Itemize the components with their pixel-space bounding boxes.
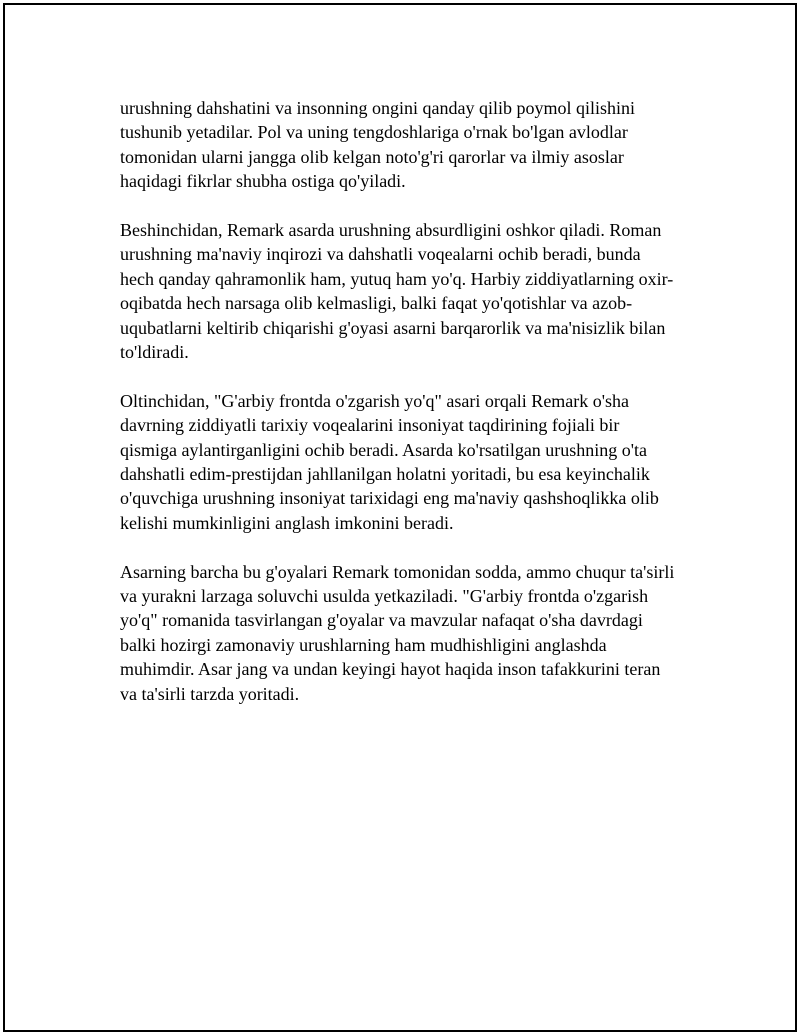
text-line: dahshatli edim-prestijdan jahllanilgan holatni yoritadi, bu esa keyinchalik: [120, 464, 650, 485]
text-line: Oltinchidan, "G'arbiy frontda o'zgarish yo'q" asari orqali Remark o'sha: [120, 390, 630, 411]
text-line: o'quvchiga urushning insoniyat tarixidagi eng ma'naviy qashshoqlikka olib: [120, 488, 659, 509]
text-line: kelishi mumkinligini anglash imkonini beradi.: [120, 512, 454, 533]
paragraph-3: [120, 389, 700, 535]
paragraph-4: [120, 560, 700, 706]
text-line: tomonidan ularni jangga olib kelgan noto'g'ri qarorlar va ilmiy asoslar: [120, 146, 624, 167]
text-line: qismiga aylantirganligini ochib beradi. Asarda ko'rsatilgan urushning o'ta: [120, 439, 648, 460]
text-line: va ta'sirli tarzda yoritadi.: [120, 683, 300, 704]
text-line: urushning dahshatini va insonning ongini qanday qilib poymol qilishini: [120, 98, 635, 118]
text-line: to'ldiradi.: [120, 342, 189, 363]
text-line: urushning ma'naviy inqirozi va dahshatli voqealarni ochib beradi, bunda: [120, 244, 641, 265]
text-line: balki hozirgi zamonaviy urushlarning ham mudhishligini anglashda: [120, 634, 607, 655]
text-line: yo'q" romanida tasvirlangan g'oyalar va mavzular nafaqat o'sha davrdagi: [120, 610, 643, 631]
text-line: uqubatlarni keltirib chiqarishi g'oyasi asarni barqarorlik va ma'nisizlik bilan: [120, 317, 666, 338]
paragraph-2: [120, 218, 700, 364]
text-line: Beshinchidan, Remark asarda urushning absurdligini oshkor qiladi. Roman: [120, 220, 662, 241]
text-line: haqidagi fikrlar shubha ostiga qo'yiladi.: [120, 171, 406, 192]
text-line: tushunib yetadilar. Pol va uning tengdoshlariga o'rnak bo'lgan avlodlar: [120, 122, 628, 143]
text-line: va yurakni larzaga soluvchi usulda yetkaziladi. "G'arbiy frontda o'zgarish: [120, 586, 649, 607]
text-line: oqibatda hech narsaga olib kelmasligi, balki faqat yo'qotishlar va azob-: [120, 293, 633, 314]
text-line: Asarning barcha bu g'oyalari Remark tomonidan sodda, ammo chuqur ta'sirli: [120, 561, 675, 582]
document-body: [120, 96, 700, 731]
text-line: muhimdir. Asar jang va undan keyingi hayot haqida inson tafakkurini teran: [120, 659, 661, 680]
text-line: davrning ziddiyatli tarixiy voqealarini insoniyat taqdirining fojiali bir: [120, 415, 620, 436]
paragraph-1: [120, 96, 700, 194]
document-page: [3, 3, 797, 1032]
text-line: hech qanday qahramonlik ham, yutuq ham yo'q. Harbiy ziddiyatlarning oxir-: [120, 268, 674, 289]
